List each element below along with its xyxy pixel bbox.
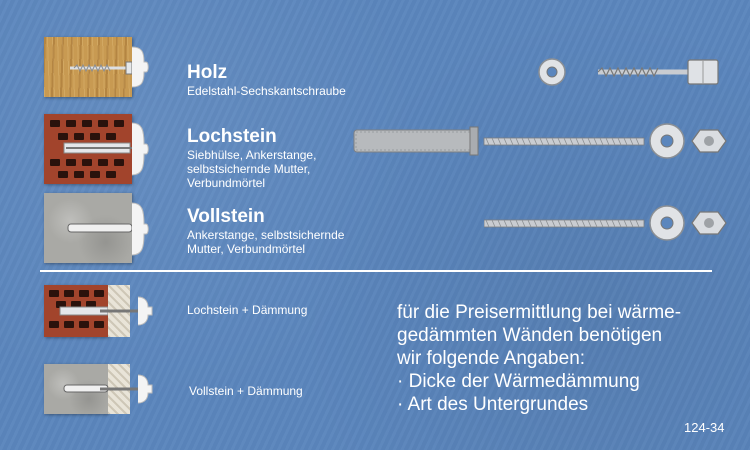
label-lochstein-daemmung: Lochstein + Dämmung [187,303,308,317]
washer-icon [539,59,565,85]
rod-in-concrete-icon [44,193,132,263]
desc-line: Ankerstange, selbstsichernde [187,228,345,242]
washer-icon [650,124,684,158]
lochstein-hardware-illustration [352,120,737,164]
lock-nut-icon [692,212,726,234]
catalog-code: 124-34 [684,420,725,435]
concrete-insulated-sample [44,364,108,414]
note-line: für die Preisermittlung bei wärme- [397,302,682,323]
vollstein-hardware-illustration [484,202,737,246]
washer-head-icon [132,44,154,90]
row-desc-vollstein [187,228,344,256]
desc-line: Verbundmörtel [187,176,266,190]
threaded-rod-icon [484,220,644,227]
desc-line: Edelstahl-Sechskantschraube [187,84,346,98]
row-desc-holz [187,84,346,98]
holz-hardware-illustration [538,52,738,92]
note-line: wir folgende Angaben: [397,348,586,369]
brick-material-sample [44,114,132,184]
anchor-through-insulation-icon [100,373,155,405]
note-line: gedämmten Wänden benötigen [397,325,663,346]
threaded-rod-icon [484,138,644,145]
desc-line: Siebhülse, Ankerstange, [187,148,317,162]
pricing-note [397,301,681,416]
hex-lag-screw-icon [598,60,718,84]
washer-icon [650,206,684,240]
note-line: · Dicke der Wärmedämmung [397,371,640,392]
washer-head-icon [132,200,154,258]
wood-material-sample [44,37,132,97]
desc-line: selbstsichernde Mutter, [187,162,311,176]
row-title-vollstein: Vollstein [187,206,265,227]
row-title-lochstein: Lochstein [187,126,277,147]
row-title-holz: Holz [187,62,228,83]
concrete-material-sample [44,193,132,263]
anchor-in-brick-icon [44,114,132,184]
brick-insulated-sample [44,285,108,337]
desc-line: Mutter, Verbundmörtel [187,242,306,256]
note-line: · Art des Untergrundes [397,394,589,415]
section-divider [40,270,712,272]
lock-nut-icon [692,130,726,152]
label-vollstein-daemmung: Vollstein + Dämmung [189,384,303,398]
washer-head-icon [132,120,154,178]
sieve-sleeve-icon [354,127,478,155]
screw-in-wood-icon [44,37,132,97]
row-desc-lochstein [187,148,316,190]
anchor-through-insulation-icon [100,295,155,327]
